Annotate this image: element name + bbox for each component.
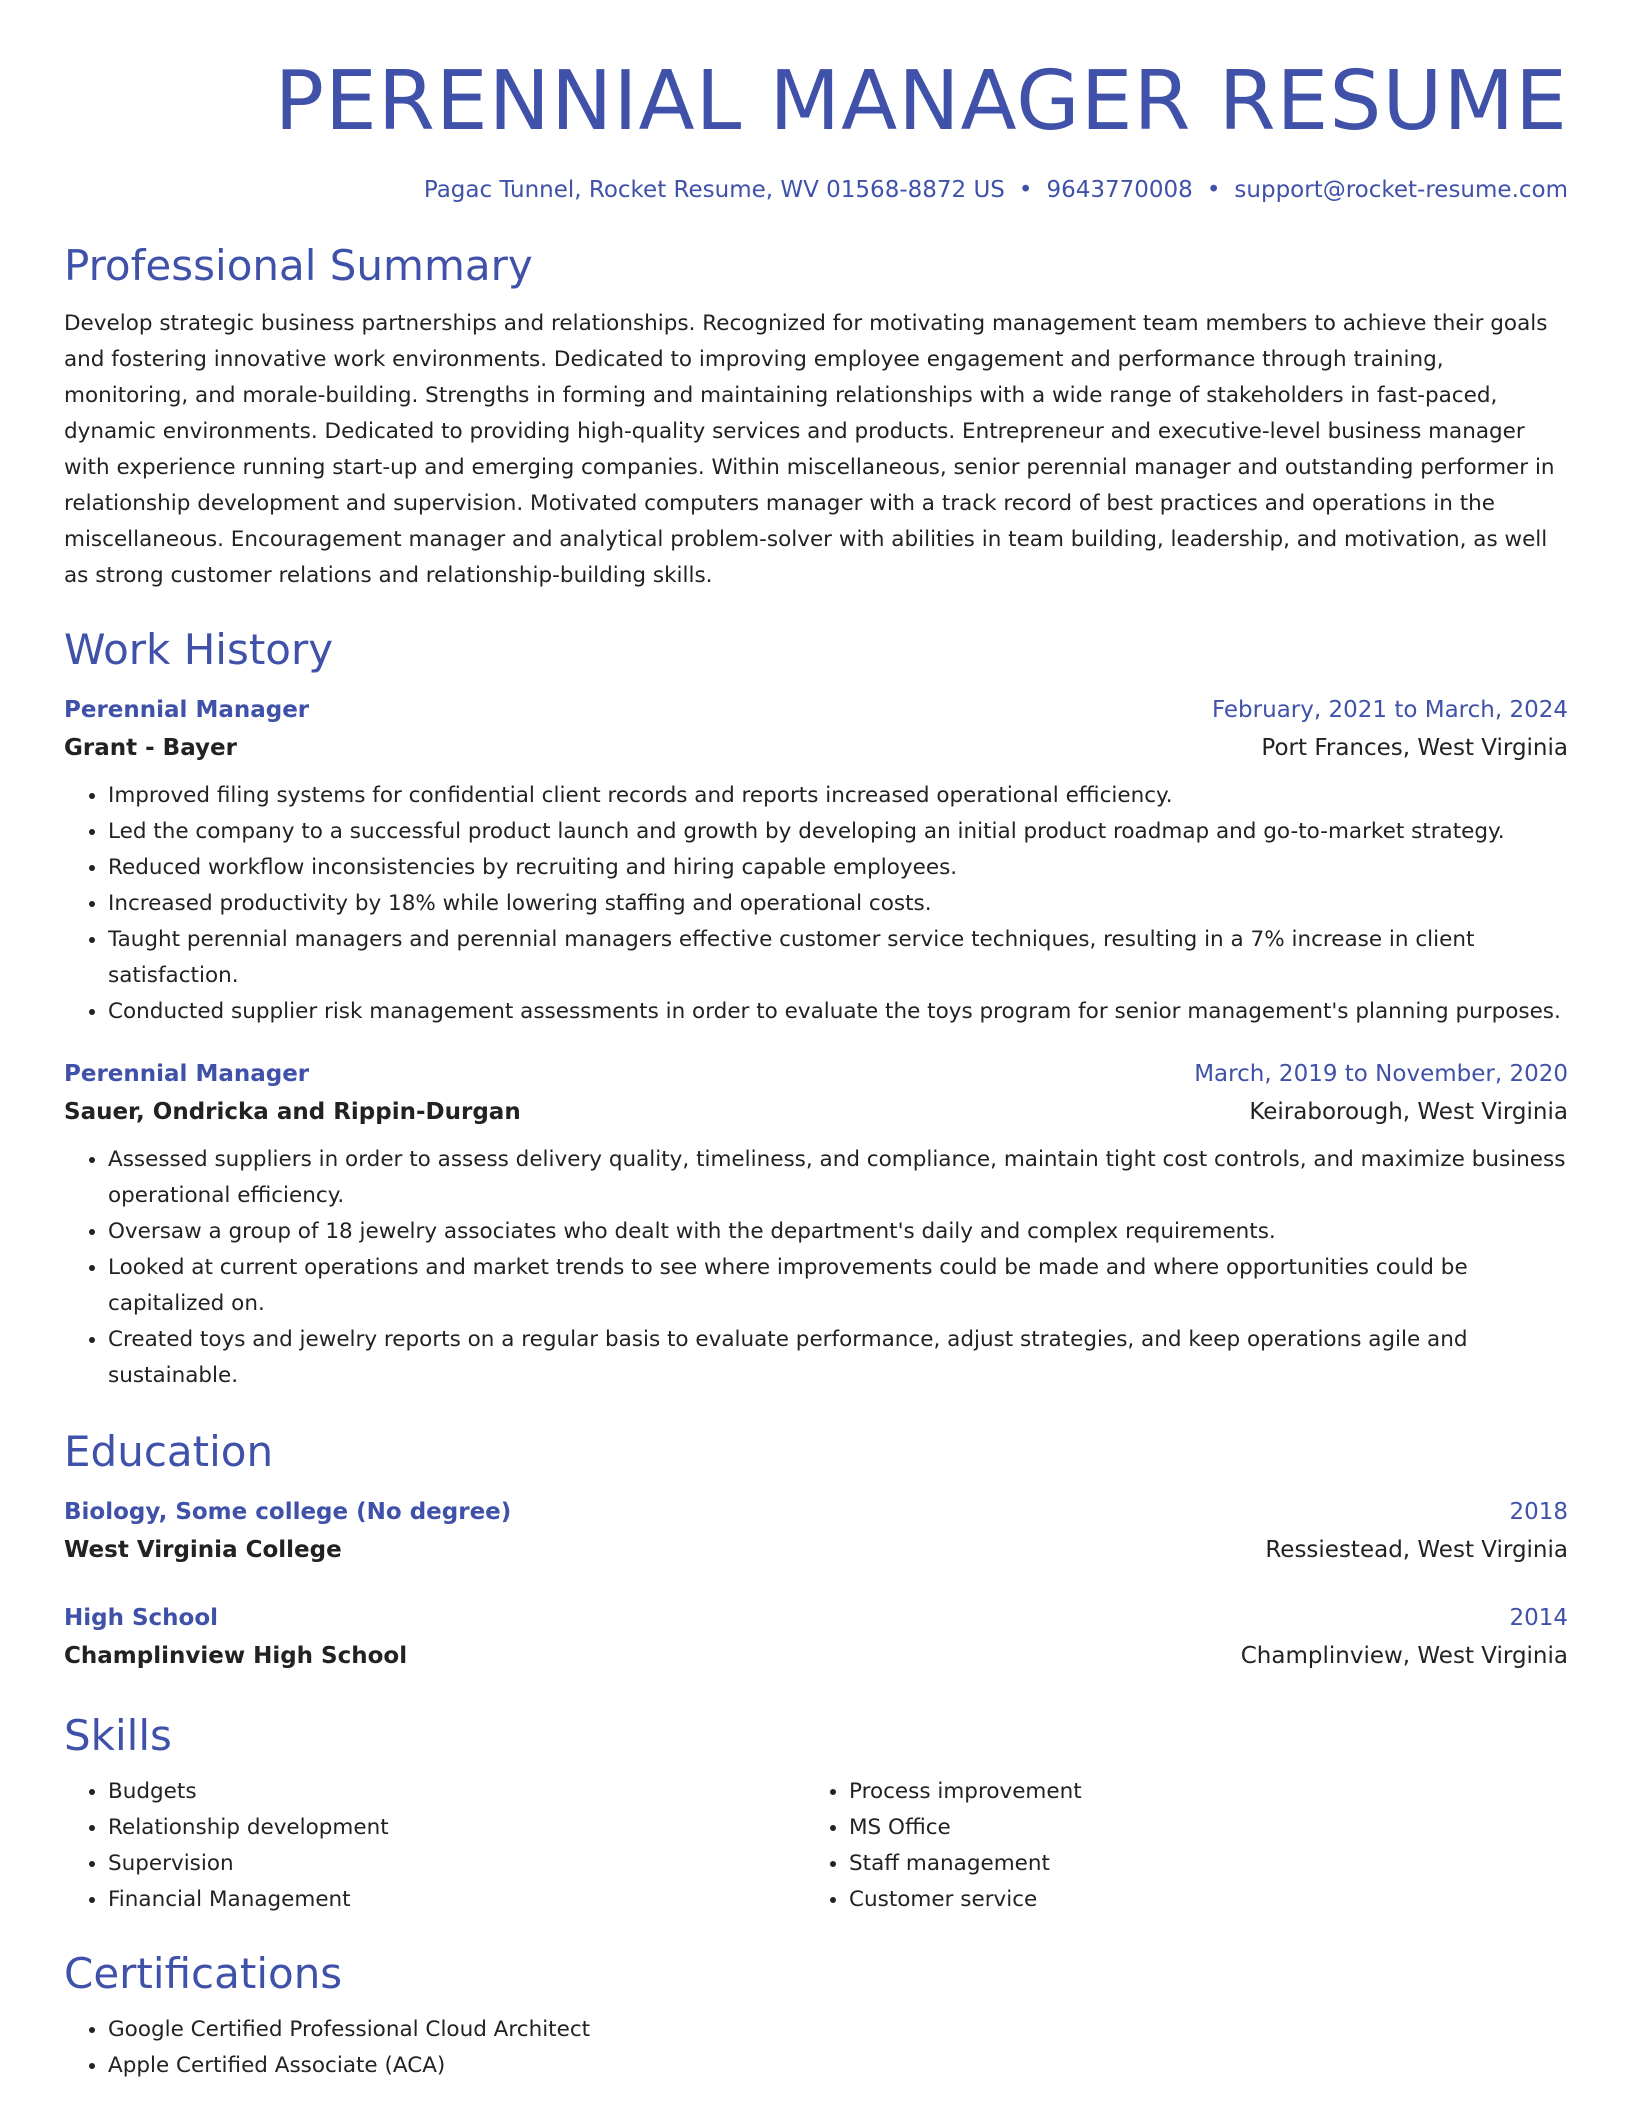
- education-degree: High School: [64, 1605, 219, 1631]
- skill-item: • Supervision: [108, 1846, 805, 1882]
- education-entry: [64, 1600, 1568, 1676]
- job-bullet: • Led the company to a successful product launch and growth by developing an initial product roadmap and go-to-market strategy.: [108, 814, 1568, 850]
- job-header-row: [64, 1056, 1568, 1092]
- job-location: Keiraborough, West Virginia: [1249, 1099, 1568, 1125]
- job-title: Perennial Manager: [64, 1061, 310, 1087]
- skills-section: [64, 1708, 1568, 1918]
- job-bullet: • Conducted supplier risk management assessments in order to evaluate the toys program for senior management's planning purposes.: [108, 994, 1568, 1030]
- contact-separator: •: [1018, 177, 1033, 203]
- contact-phone[interactable]: 9643770008: [1046, 177, 1193, 203]
- job-bullet: • Taught perennial managers and perennial managers effective customer service techniques, resulting in a 7% increase in client satisfaction.: [108, 922, 1568, 994]
- certification-item: • Apple Certified Associate (ACA): [108, 2048, 1568, 2084]
- summary-heading: Professional Summary: [64, 241, 533, 290]
- education-section: [64, 1424, 1568, 1676]
- certifications-section: [64, 1946, 1568, 2084]
- skill-item: • Process improvement: [849, 1774, 1546, 1810]
- education-year: 2014: [1509, 1605, 1568, 1631]
- summary-section: [64, 238, 1568, 594]
- education-header-row: [64, 1600, 1568, 1636]
- job-entry: [64, 692, 1568, 1030]
- education-school: West Virginia College: [64, 1537, 342, 1563]
- job-company-row: [64, 1092, 1568, 1132]
- job-location: Port Frances, West Virginia: [1261, 735, 1568, 761]
- education-degree: Biology, Some college (No degree): [64, 1499, 512, 1525]
- job-bullet: • Looked at current operations and market trends to see where improvements could be made and where opportunities could be capitalized on.: [108, 1250, 1568, 1322]
- education-entry: [64, 1494, 1568, 1570]
- job-bullet: • Oversaw a group of 18 jewelry associates who dealt with the department's daily and complex requirements.: [108, 1214, 1568, 1250]
- education-location: Champlinview, West Virginia: [1240, 1643, 1568, 1669]
- skill-item: • Budgets: [108, 1774, 805, 1810]
- contact-address: Pagac Tunnel, Rocket Resume, WV 01568-8872 US: [423, 177, 1005, 203]
- skill-item: • Relationship development: [108, 1810, 805, 1846]
- job-title: Perennial Manager: [64, 697, 310, 723]
- education-heading: Education: [64, 1427, 274, 1476]
- job-dates: March, 2019 to November, 2020: [1194, 1061, 1568, 1087]
- summary-text: Develop strategic business partnerships and relationships. Recognized for motivating management team members to achieve their goals and fostering innovative work environments. Dedicated to improving employee engagement and performance through training, monitoring, and morale-building. Strengths in forming and maintaining relationships with a wide range of stakeholders in fast-paced, dynamic environments. Dedicated to providing high-quality services and products. Entrepreneur and executive-level business manager with experience running start-up and emerging companies. Within miscellaneous, senior perennial manager and outstanding performer in relationship development and supervision. Motivated computers manager with a track record of best practices and operations in the miscellaneous. Encouragement manager and analytical problem-solver with abilities in team building, leadership, and motivation, as well as strong customer relations and relationship-building skills.: [64, 311, 1555, 588]
- education-school-row: [64, 1636, 1568, 1676]
- job-company-row: [64, 728, 1568, 768]
- contact-email[interactable]: support@rocket-resume.com: [1234, 177, 1568, 203]
- job-company: Grant - Bayer: [64, 735, 237, 761]
- job-bullet: • Reduced workflow inconsistencies by recruiting and hiring capable employees.: [108, 850, 1568, 886]
- job-bullet-list: [64, 1142, 1568, 1394]
- job-header-row: [64, 692, 1568, 728]
- skill-item: • Customer service: [849, 1882, 1546, 1918]
- job-entry: [64, 1056, 1568, 1394]
- job-dates: February, 2021 to March, 2024: [1211, 697, 1568, 723]
- contact-line: [64, 174, 1568, 206]
- certifications-heading: Certifications: [64, 1949, 343, 1998]
- skills-list-left: [64, 1774, 805, 1918]
- work-history-heading: Work History: [64, 625, 334, 674]
- education-header-row: [64, 1494, 1568, 1530]
- job-bullet-list: [64, 778, 1568, 1030]
- resume-name-title: PERENNIAL MANAGER RESUME: [274, 54, 1568, 149]
- job-bullet: • Increased productivity by 18% while lowering staffing and operational costs.: [108, 886, 1568, 922]
- certification-item: • Google Certified Professional Cloud Architect: [108, 2012, 1568, 2048]
- skills-heading: Skills: [64, 1711, 172, 1760]
- work-history-section: [64, 622, 1568, 1394]
- skills-grid: [64, 1774, 1568, 1918]
- education-year: 2018: [1509, 1499, 1568, 1525]
- skill-item: • Staff management: [849, 1846, 1546, 1882]
- certifications-list: [64, 2012, 1568, 2084]
- education-location: Ressiestead, West Virginia: [1265, 1537, 1568, 1563]
- education-school-row: [64, 1530, 1568, 1570]
- skill-item: • Financial Management: [108, 1882, 805, 1918]
- education-school: Champlinview High School: [64, 1643, 408, 1669]
- job-bullet: • Assessed suppliers in order to assess delivery quality, timeliness, and compliance, maintain tight cost controls, and maximize business operational efficiency.: [108, 1142, 1568, 1214]
- job-bullet: • Created toys and jewelry reports on a regular basis to evaluate performance, adjust strategies, and keep operations agile and sustainable.: [108, 1322, 1568, 1394]
- job-company: Sauer, Ondricka and Rippin-Durgan: [64, 1099, 521, 1125]
- skill-item: • MS Office: [849, 1810, 1546, 1846]
- contact-separator: •: [1206, 177, 1221, 203]
- job-bullet: • Improved filing systems for confidential client records and reports increased operational efficiency.: [108, 778, 1568, 814]
- skills-list-right: [805, 1774, 1546, 1918]
